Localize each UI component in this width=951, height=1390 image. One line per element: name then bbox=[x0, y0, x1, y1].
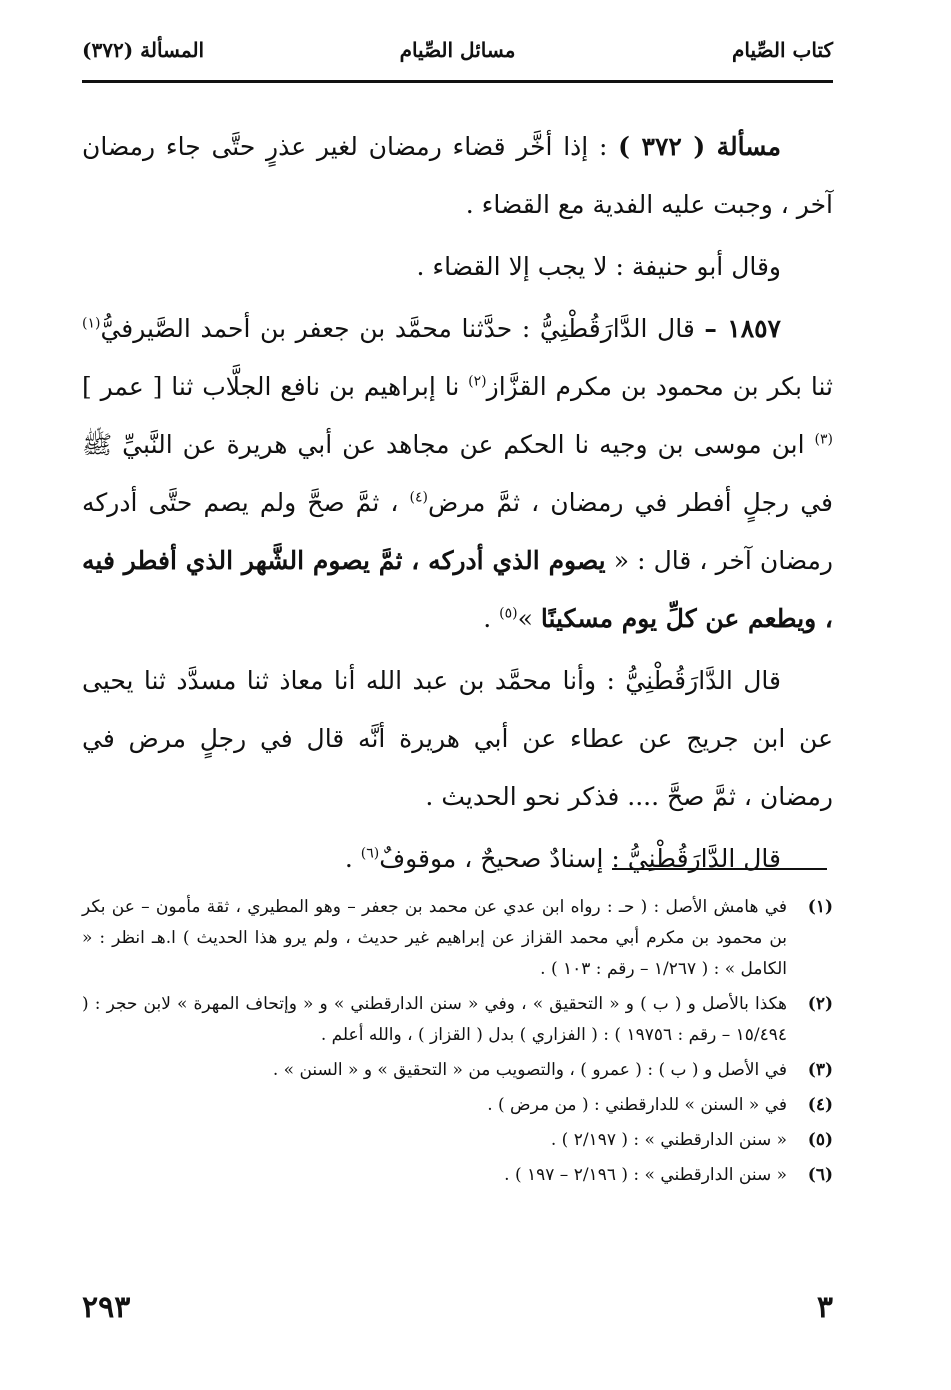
main-text bbox=[82, 118, 833, 892]
hadith-chain-5: ، ثمَّ صحَّ ولم يصم حتَّى أدركه رمضان آخر ، قال : « bbox=[82, 488, 833, 575]
footnote-ref-1: (١) bbox=[82, 315, 101, 332]
footnote-number: (٤) bbox=[807, 1095, 833, 1115]
grading-text: قال الدَّارَقُطْنِيُّ : إسنادٌ صحيحٌ ، موقوفٌ bbox=[379, 844, 781, 873]
footnote-number: (٣) bbox=[807, 1060, 833, 1080]
footnote-item bbox=[82, 1125, 833, 1156]
footnote-ref-3: (٣) bbox=[814, 431, 833, 448]
footnote-number: (٦) bbox=[807, 1165, 833, 1185]
running-header bbox=[82, 34, 833, 74]
section-title: مسائل الصِّيام bbox=[399, 38, 516, 62]
hadith-number: ١٨٥٧ – bbox=[704, 314, 781, 343]
footnote-number: (٥) bbox=[807, 1130, 833, 1150]
book-title: كتاب الصِّيام bbox=[732, 38, 833, 62]
hadith-end: . bbox=[483, 604, 500, 633]
footnote-item bbox=[82, 989, 833, 1051]
second-chain-paragraph: قال الدَّارَقُطْنِيُّ : وأنا محمَّد بن عبد الله أنا معاذ ثنا مسدَّد ثنا يحيى عن ابن جريج عن عطاء عن أبي هريرة أنَّه قال في رجلٍ مرض في رمضان ، ثمَّ صحَّ .... فذكر نحو الحديث . bbox=[82, 666, 833, 811]
footnote-number: (٢) bbox=[807, 994, 833, 1014]
footnote-item bbox=[82, 1055, 833, 1086]
footnote-ref-6: (٦) bbox=[360, 845, 380, 862]
issue-paragraph bbox=[82, 118, 833, 234]
footnote-divider bbox=[612, 868, 827, 870]
hadith-quote-close: » bbox=[517, 604, 541, 633]
issue-heading: مسألة ( ٣٧٢ ) bbox=[618, 132, 781, 161]
header-divider bbox=[82, 80, 833, 83]
issue-label: المسألة (٣٧٢) bbox=[82, 38, 205, 62]
footnote-ref-5: (٥) bbox=[499, 605, 518, 622]
footnote-item bbox=[82, 892, 833, 985]
hadith-chain-4: ابن موسى بن وجيه نا الحكم عن مجاهد عن أبي هريرة عن النَّبيِّ ﷺ في رجلٍ أفطر في رمضان ، ثمَّ مرض bbox=[82, 430, 833, 517]
hadith-chain-1: قال الدَّارَقُطْنِيُّ : حدَّثنا محمَّد بن جعفر بن أحمد الصَّيرفيُّ bbox=[100, 314, 705, 343]
grading-end: . bbox=[344, 844, 361, 873]
hanafi-opinion-paragraph: وقال أبو حنيفة : لا يجب إلا القضاء . bbox=[416, 252, 781, 281]
footnote-text: « سنن الدارقطني » : ( ٢/١٩٦ – ١٩٧ ) . bbox=[504, 1165, 787, 1185]
footnote-ref-2: (٢) bbox=[468, 373, 487, 390]
section-page-number: ٣ bbox=[816, 1290, 833, 1325]
hadith-paragraph bbox=[82, 300, 833, 648]
footnote-text: في « السنن » للدارقطني : ( من مرض ) . bbox=[487, 1095, 787, 1115]
footnote-ref-4: (٤) bbox=[409, 489, 428, 506]
footnote-text: في هامش الأصل : ( حـ : رواه ابن عدي عن محمد بن جعفر – وهو المطيري ، ثقة مأمون – عن بكر بن محمود بن مكرم أبي محمد القزاز عن إبراهيم غير حديث ، ولم يرو هذا الحديث ) ا.هـ انظر : « الكامل » : ( ١/٢٦٧ – رقم : ١٠٣ ) . bbox=[82, 897, 787, 979]
footnote-text: « سنن الدارقطني » : ( ٢/١٩٧ ) . bbox=[550, 1130, 787, 1150]
footnote-number: (١) bbox=[807, 897, 833, 917]
footnote-item bbox=[82, 1090, 833, 1121]
issue-text: : إذا أخَّر قضاء رمضان لغير عذرٍ حتَّى جاء رمضان آخر ، وجبت عليه الفدية مع القضاء . bbox=[82, 132, 833, 219]
footnote-text: هكذا بالأصل و ( ب ) و « التحقيق » ، وفي « سنن الدارقطني » و « وإتحاف المهرة » لابن حجر : ( ١٥/٤٩٤ – رقم : ١٩٧٥٦ ) : ( الفزاري ) بدل ( القزاز ) ، والله أعلم . bbox=[82, 994, 787, 1045]
hadith-quote: يصوم الذي أدركه ، ثمَّ يصوم الشَّهر الذي أفطر فيه ، ويطعم عن كلِّ يوم مسكينًا bbox=[82, 546, 833, 633]
hadith-chain-3: نا إبراهيم بن نافع الجلَّاب ثنا [ عمر ] bbox=[82, 372, 469, 401]
footnotes bbox=[82, 892, 833, 1195]
footnote-item bbox=[82, 1160, 833, 1191]
page-number: ٢٩٣ bbox=[82, 1290, 131, 1325]
grading-paragraph bbox=[82, 830, 833, 888]
hadith-chain-2: ثنا بكر بن محمود بن مكرم القزَّاز bbox=[486, 372, 834, 401]
footnote-text: في الأصل و ( ب ) : ( عمرو ) ، والتصويب من « التحقيق » و « السنن » . bbox=[272, 1060, 787, 1080]
